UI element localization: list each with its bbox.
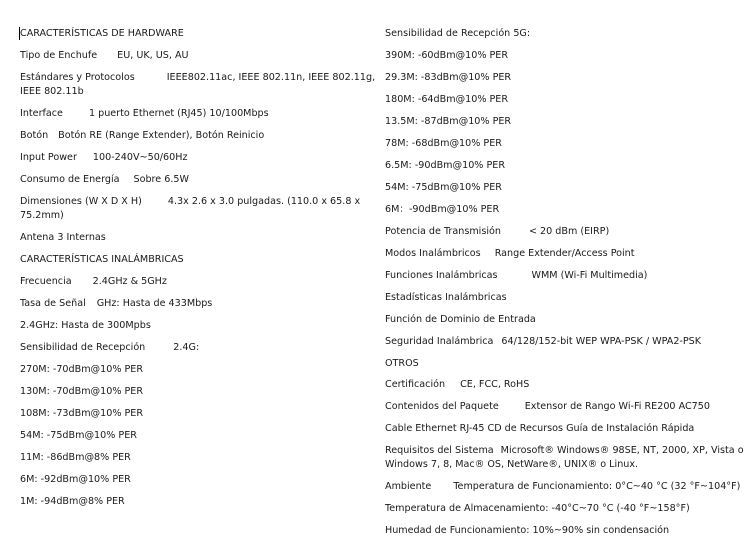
interface-value: 1 puerto Ethernet (RJ45) 10/100Mbps <box>88 108 269 119</box>
wireless-stats: Estadísticas Inalámbricas <box>385 292 507 303</box>
sens-5g-item: 6.5M: -90dBm@10% PER <box>385 160 505 171</box>
wireless-heading: CARACTERÍSTICAS INALÁMBRICAS <box>20 254 184 265</box>
signal-rate-24: 2.4GHz: Hasta de 300Mpbs <box>20 320 151 331</box>
plug-type-row <box>20 49 189 62</box>
sens-24-item: 6M: -92dBm@10% PER <box>20 474 131 485</box>
sens-5g-item: 390M: -60dBm@10% PER <box>385 50 509 61</box>
button-row <box>20 129 264 142</box>
dimensions-row <box>20 195 360 208</box>
interface-row <box>20 107 269 120</box>
input-power-row <box>20 151 188 164</box>
button-label: Botón <box>20 130 49 141</box>
sens5-heading: Sensibilidad de Recepción 5G: <box>385 28 531 39</box>
sensitivity-band: 2.4G: <box>173 342 200 353</box>
antenna-line: Antena 3 Internas <box>20 232 106 243</box>
sens-24-item: 270M: -70dBm@10% PER <box>20 364 144 375</box>
sens-5g-item: 78M: -68dBm@10% PER <box>385 138 502 149</box>
domain-function: Función de Dominio de Entrada <box>385 314 536 325</box>
sens-5g-item: 13.5M: -87dBm@10% PER <box>385 116 512 127</box>
package-label: Contenidos del Paquete <box>385 401 499 412</box>
consumption-value: Sobre 6.5W <box>133 174 189 185</box>
dimensions-value: 4.3x 2.6 x 3.0 pulgadas. (110.0 x 65.8 x <box>167 196 361 207</box>
tx-power-value: < 20 dBm (EIRP) <box>528 226 610 237</box>
consumption-label: Consumo de Energía <box>20 174 120 185</box>
plug-type-value: EU, UK, US, AU <box>117 50 189 61</box>
sens-5g-item: 54M: -75dBm@10% PER <box>385 182 502 193</box>
sensitivity-row <box>20 341 199 354</box>
package-row <box>385 400 710 413</box>
security-row <box>385 335 701 348</box>
hardware-heading: CARACTERÍSTICAS DE HARDWARE <box>20 28 184 39</box>
functions-value: WMM (Wi-Fi Multimedia) <box>531 270 648 281</box>
standards-value: IEEE802.11ac, IEEE 802.11n, IEEE 802.11g, <box>166 72 376 83</box>
input-power-label: Input Power <box>20 152 77 163</box>
signal-rate-value: GHz: Hasta de 433Mbps <box>96 298 213 309</box>
sens-24-item: 1M: -94dBm@8% PER <box>20 496 125 507</box>
sens-5g-item: 29.3M: -83dBm@10% PER <box>385 72 512 83</box>
plug-type-label: Tipo de Enchufe <box>20 50 98 61</box>
dimensions-label: Dimensiones (W X D X H) <box>20 196 142 207</box>
sens-24-item: 130M: -70dBm@10% PER <box>20 386 144 397</box>
frequency-value: 2.4GHz & 5GHz <box>92 276 167 287</box>
modes-value: Range Extender/Access Point <box>494 248 635 259</box>
frequency-row <box>20 275 167 288</box>
sens-24-item: 11M: -86dBm@8% PER <box>20 452 131 463</box>
requirements-row <box>385 444 744 457</box>
environment-row <box>385 480 740 493</box>
cert-value: CE, FCC, RoHS <box>460 379 530 390</box>
environment-value: Temperatura de Funcionamiento: 0°C~40 °C (32 °F~104°F) <box>453 481 741 492</box>
humidity: Humedad de Funcionamiento: 10%~90% sin condensación <box>385 525 670 536</box>
interface-label: Interface <box>20 108 63 119</box>
signal-rate-label: Tasa de Señal <box>20 298 86 309</box>
others-heading: OTROS <box>385 358 419 369</box>
requirements-value: Microsoft® Windows® 98SE, NT, 2000, XP, Vista o <box>500 445 744 456</box>
package-cont: Cable Ethernet RJ-45 CD de Recursos Guía de Instalación Rápida <box>385 423 695 434</box>
cert-label: Certificación <box>385 379 446 390</box>
tx-power-label: Potencia de Transmisión <box>385 226 501 237</box>
dimensions-value-cont: 75.2mm) <box>20 210 64 221</box>
button-value: Botón RE (Range Extender), Botón Reinicio <box>58 130 265 141</box>
cert-row <box>385 378 529 391</box>
frequency-label: Frecuencia <box>20 276 72 287</box>
standards-label: Estándares y Protocolos <box>20 72 135 83</box>
requirements-label: Requisitos del Sistema <box>385 445 494 456</box>
tx-power-row <box>385 225 609 238</box>
functions-row <box>385 269 647 282</box>
storage-temp: Temperatura de Almacenamiento: -40°C~70 °C (-40 °F~158°F) <box>385 503 690 514</box>
sens-5g-item: 180M: -64dBm@10% PER <box>385 94 509 105</box>
sens-24-item: 108M: -73dBm@10% PER <box>20 408 144 419</box>
modes-row <box>385 247 635 260</box>
security-label: Seguridad Inalámbrica <box>385 336 494 347</box>
functions-label: Funciones Inalámbricas <box>385 270 498 281</box>
requirements-cont: Windows 7, 8, Mac® OS, NetWare®, UNIX® o Linux. <box>385 459 639 470</box>
environment-label: Ambiente <box>385 481 432 492</box>
consumption-row <box>20 173 189 186</box>
standards-row <box>20 71 375 84</box>
package-value: Extensor de Rango Wi-Fi RE200 AC750 <box>524 401 710 412</box>
standards-value-cont: IEEE 802.11b <box>20 86 84 97</box>
sens-24-item: 54M: -75dBm@10% PER <box>20 430 137 441</box>
input-power-value: 100-240V~50/60Hz <box>92 152 188 163</box>
sens-5g-item: 6M：-90dBm@10% PER <box>385 204 500 215</box>
signal-rate-row <box>20 297 212 310</box>
modes-label: Modos Inalámbricos <box>385 248 481 259</box>
security-value: 64/128/152-bit WEP WPA-PSK / WPA2-PSK <box>501 336 702 347</box>
sensitivity-label: Sensibilidad de Recepción <box>20 342 146 353</box>
